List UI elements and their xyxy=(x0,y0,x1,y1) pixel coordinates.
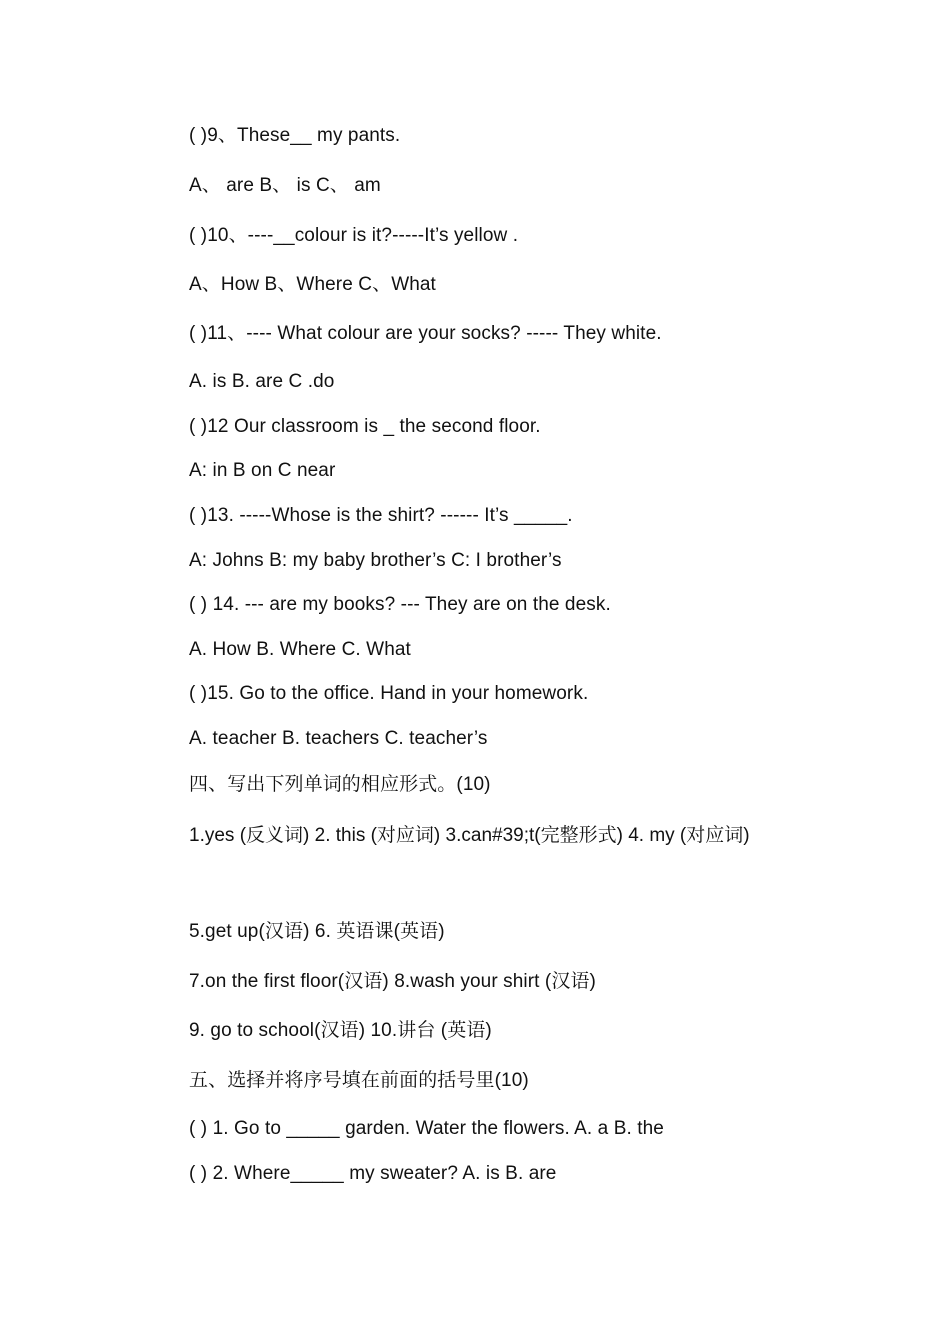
question-14-options: A. How B. Where C. What xyxy=(189,639,411,660)
question-15: ( )15. Go to the office. Hand in your homework. xyxy=(189,683,589,704)
section-4-heading: 四、写出下列单词的相应形式。(10) xyxy=(189,774,491,795)
question-12: ( )12 Our classroom is _ the second floor. xyxy=(189,416,541,437)
section-4-items-5-6: 5.get up(汉语) 6. 英语课(英语) xyxy=(189,921,445,942)
question-12-options: A: in B on C near xyxy=(189,460,336,481)
section-4-items-9-10: 9. go to school(汉语) 10.讲台 (英语) xyxy=(189,1020,492,1041)
question-13-options: A: Johns B: my baby brother’s C: I brother’s xyxy=(189,550,562,571)
question-9-options: A、 are B、 is C、 am xyxy=(189,175,381,196)
section-4-items-7-8: 7.on the first floor(汉语) 8.wash your shirt (汉语) xyxy=(189,971,596,992)
question-11: ( )11、---- What colour are your socks? ----- They white. xyxy=(189,323,662,344)
section-4-items-1-4: 1.yes (反义词) 2. this (对应词) 3.can#39;t(完整形式) 4. my (对应词) xyxy=(189,825,750,846)
question-11-options: A. is B. are C .do xyxy=(189,371,335,392)
section-5-heading: 五、选择并将序号填在前面的括号里(10) xyxy=(189,1070,529,1091)
section-5-question-1: ( ) 1. Go to _____ garden. Water the flowers. A. a B. the xyxy=(189,1118,664,1139)
question-9: ( )9、These__ my pants. xyxy=(189,125,401,146)
question-14: ( ) 14. --- are my books? --- They are on the desk. xyxy=(189,594,611,615)
question-10-options: A、How B、Where C、What xyxy=(189,274,436,295)
section-5-question-2: ( ) 2. Where_____ my sweater? A. is B. are xyxy=(189,1163,557,1184)
question-13: ( )13. -----Whose is the shirt? ------ It’s _____. xyxy=(189,505,573,526)
question-10: ( )10、----__colour is it?-----It’s yellow . xyxy=(189,225,519,246)
question-15-options: A. teacher B. teachers C. teacher’s xyxy=(189,728,488,749)
